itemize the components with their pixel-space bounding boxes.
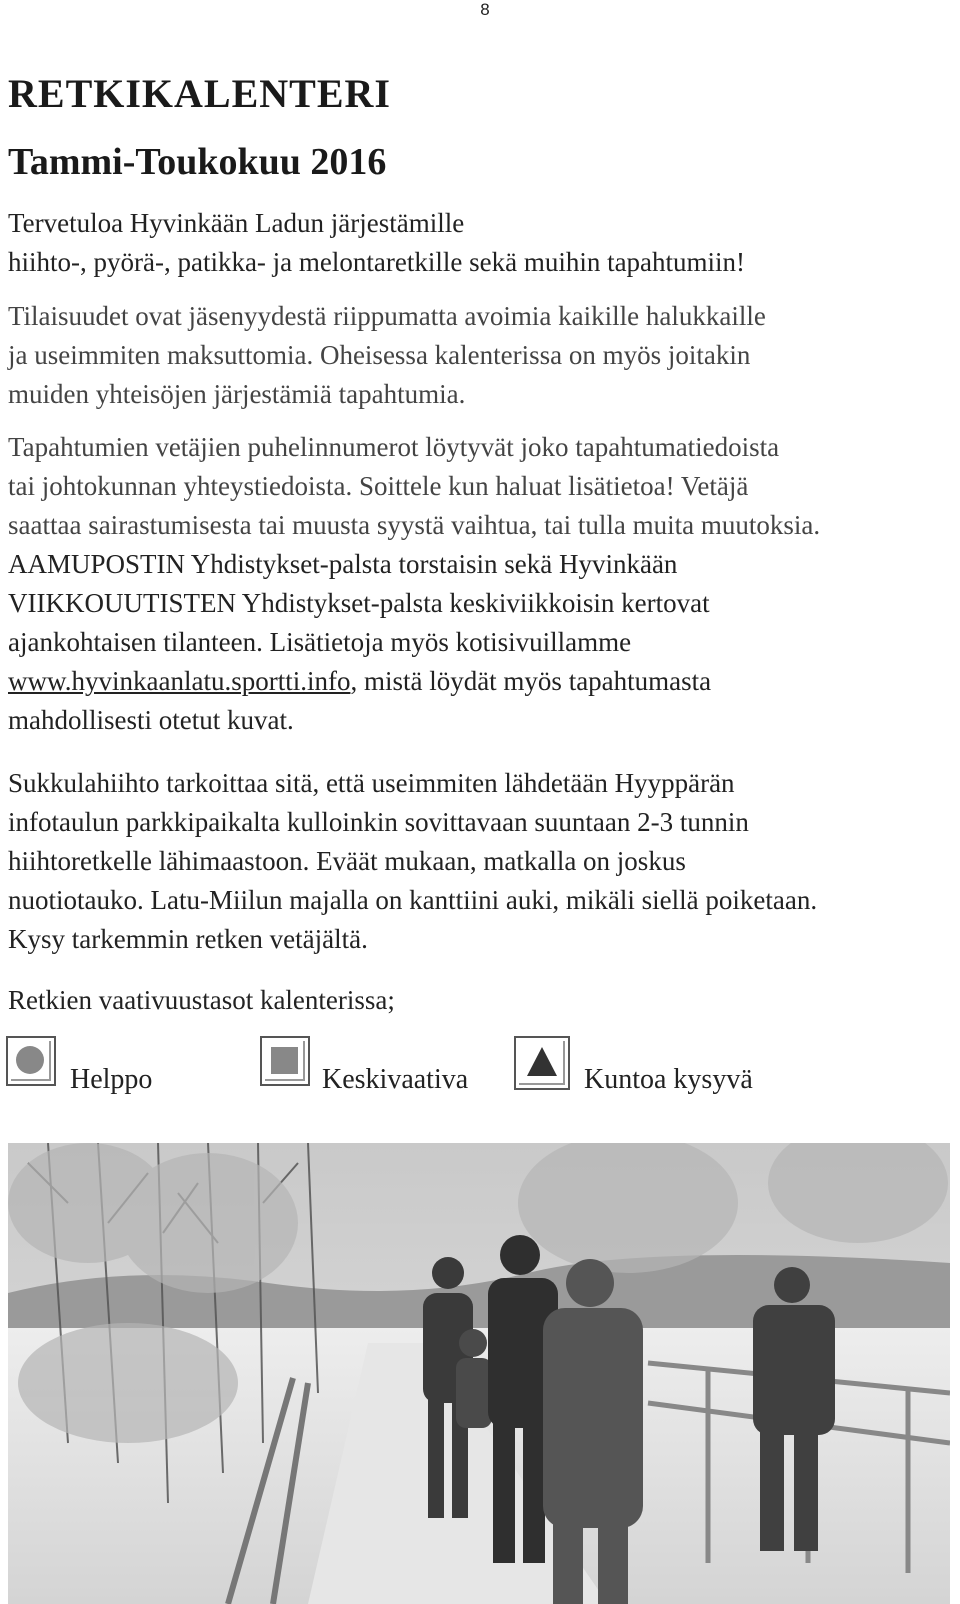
info-line: muiden yhteisöjen järjestämiä tapahtumia.	[8, 379, 466, 409]
contact-line: tai johtokunnan yhteystiedoista. Soittele kun haluat lisätietoa! Vetäjä	[8, 471, 749, 501]
page-title: RETKIKALENTERI	[8, 71, 391, 116]
contact-line-rest: , mistä löydät myös tapahtumasta	[350, 666, 712, 696]
page-number: 8	[480, 0, 490, 19]
sukkula-line: hiihtoretkelle lähimaastoon. Eväät mukaan, matkalla on joskus	[8, 846, 686, 876]
contact-line-with-link	[8, 662, 960, 701]
contact-line: saattaa sairastumisesta tai muusta syystä vaihtua, tai tulla muita muutoksia.	[8, 510, 821, 540]
contact-line: Tapahtumien vetäjien puhelinnumerot löytyvät joko tapahtumatiedoista	[8, 432, 780, 462]
website-link[interactable]: www.hyvinkaanlatu.sportti.info	[8, 666, 351, 696]
intro-paragraph	[8, 204, 960, 282]
triangle-icon	[514, 1036, 570, 1090]
sukkula-line: nuotiotauko. Latu-Miilun majalla on kanttiini auki, mikäli siellä poiketaan.	[8, 885, 818, 915]
page-subtitle: Tammi-Toukokuu 2016	[8, 141, 387, 183]
legend-label: Kuntoa kysyvä	[584, 1064, 753, 1095]
sukkula-line: Sukkulahiihto tarkoittaa sitä, että useimmiten lähdetään Hyyppärän	[8, 768, 735, 798]
info-line: Tilaisuudet ovat jäsenyydestä riippumatta avoimia kaikille halukkaille	[8, 301, 766, 331]
sukkula-paragraph	[8, 764, 960, 959]
contact-line: VIIKKOUUTISTEN Yhdistykset-palsta keskiviikkoisin kertovat	[8, 588, 710, 618]
levels-intro	[8, 981, 960, 1020]
intro-line: Tervetuloa Hyvinkään Ladun järjestämille	[8, 208, 465, 238]
contact-line: mahdollisesti otetut kuvat.	[8, 705, 294, 735]
contact-line: AAMUPOSTIN Yhdistykset-palsta torstaisin sekä Hyvinkään	[8, 549, 678, 579]
legend-label: Keskivaativa	[322, 1064, 469, 1095]
photo-illustration	[8, 1143, 950, 1604]
intro-line: hiihto-, pyörä-, patikka- ja melontaretkille sekä muihin tapahtumiin!	[8, 247, 746, 277]
square-icon	[260, 1036, 310, 1086]
circle-icon	[6, 1036, 56, 1086]
contact-line: ajankohtaisen tilanteen. Lisätietoja myös kotisivuillamme	[8, 627, 632, 657]
winter-hike-photo	[8, 1143, 950, 1604]
info-line: ja useimmiten maksuttomia. Oheisessa kalenterissa on myös joitakin	[8, 340, 751, 370]
contact-paragraph	[8, 428, 960, 740]
sukkula-line: Kysy tarkemmin retken vetäjältä.	[8, 924, 368, 954]
levels-intro-line: Retkien vaativuustasot kalenterissa;	[8, 985, 395, 1015]
sukkula-line: infotaulun parkkipaikalta kulloinkin sovittavaan suuntaan 2-3 tunnin	[8, 807, 749, 837]
difficulty-legend	[6, 1036, 946, 1096]
legend-label: Helppo	[70, 1064, 153, 1095]
info-paragraph	[8, 297, 960, 414]
